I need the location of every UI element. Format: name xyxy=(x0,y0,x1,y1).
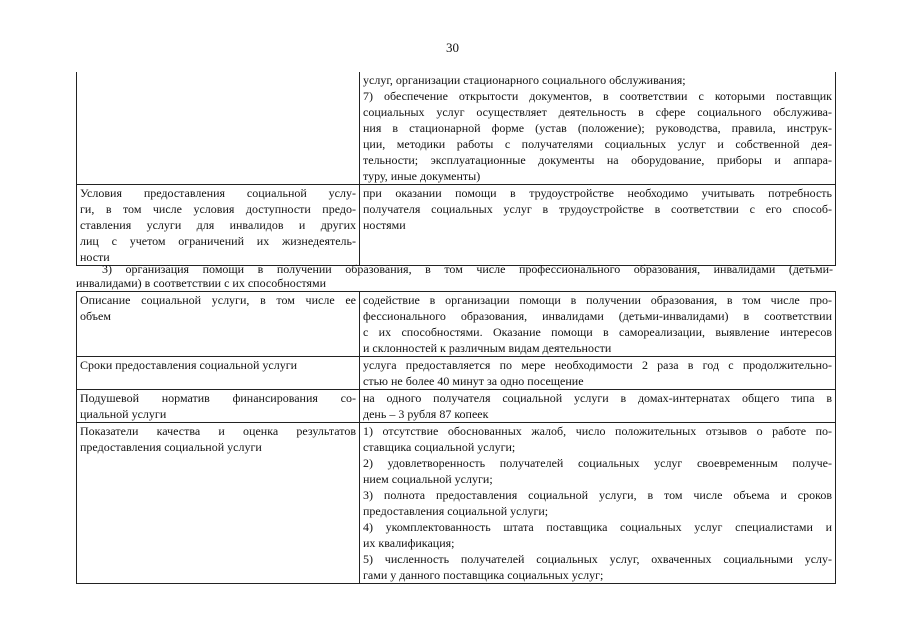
text-line: их квалификация; xyxy=(363,536,455,550)
text-line: предоставления социальной услуги; xyxy=(363,504,549,518)
text-line: циальной услуги xyxy=(80,407,167,421)
text-line: ставщика социальной услуги; xyxy=(363,440,516,454)
table-cell-value xyxy=(360,185,836,266)
text-line: и склонностей к различным видам деятельности xyxy=(363,341,612,355)
text-line: лиц с учетом ограничений их жизнедеятель- xyxy=(80,234,356,248)
text-line: Показатели качества и оценка результатов xyxy=(80,424,356,438)
text-line: при оказании помощи в трудоустройстве необходимо учитывать потребность xyxy=(363,186,832,200)
text-line: услуг, организации стационарного социального обслуживания; xyxy=(363,73,686,87)
text-line: инвалидами) в соответствии с их способностями xyxy=(76,276,327,290)
text-line: Сроки предоставления социальной услуги xyxy=(80,358,298,372)
page-number: 30 xyxy=(446,40,459,55)
text-line: гами у данного поставщика социальных услуг; xyxy=(363,568,604,582)
text-line: день – 3 рубля 87 копеек xyxy=(363,407,489,421)
text-line: ги, в том числе условия доступности предо- xyxy=(80,202,356,216)
table-cell-value xyxy=(360,423,836,584)
text-line: на одного получателя социальной услуги в домах-интернатах общего типа в xyxy=(363,391,832,405)
table-row xyxy=(77,423,836,584)
text-line: фессионального образования, инвалидами (детьми-инвалидами) в соответствии xyxy=(363,309,832,323)
table-cell-requirements xyxy=(360,72,836,185)
table-cell-label xyxy=(77,390,360,423)
text-line: ции, методики работы с получателями социальных услуг и собственной дея- xyxy=(363,137,832,151)
text-line: Подушевой норматив финансирования со- xyxy=(80,391,356,405)
table-row xyxy=(77,390,836,423)
text-line: содействие в организации помощи в получении образования, в том числе про- xyxy=(363,293,832,307)
text-line: 3) организация помощи в получении образования, в том числе профессионального образования, инвалидами (детьми- xyxy=(102,262,833,276)
table-row xyxy=(77,72,836,185)
table-cell-empty xyxy=(77,72,360,185)
section-heading xyxy=(76,262,833,290)
table-cell-label xyxy=(77,185,360,266)
table-cell-value xyxy=(360,292,836,357)
text-line: 5) численность получателей социальных услуг, охваченных социальными услу- xyxy=(363,552,832,566)
text-line: ности xyxy=(80,250,110,264)
text-line: 4) укомплектованность штата поставщика социальных услуг специалистами и xyxy=(363,520,832,534)
text-line: туру, иные документы) xyxy=(363,169,481,183)
text-line: стью не более 40 минут за одно посещение xyxy=(363,374,584,388)
text-line: 3) полнота предоставления социальной услуги, в том числе объема и сроков xyxy=(363,488,832,502)
table-cell-label xyxy=(77,292,360,357)
service-table xyxy=(76,291,836,584)
table-row xyxy=(77,292,836,357)
text-line: услуга предоставляется по мере необходимости 2 раза в год с продолжительно- xyxy=(363,358,832,372)
text-line: нием социальной услуги; xyxy=(363,472,493,486)
text-line: 2) удовлетворенность получателей социальных услуг своевременным получе- xyxy=(363,456,832,470)
text-line: с их способностями. Оказание помощи в самореализации, выявление интересов xyxy=(363,325,832,339)
table-cell-value xyxy=(360,390,836,423)
text-line: объем xyxy=(80,309,111,323)
text-line: получателя социальных услуг в трудоустройстве в соответствии с его способ- xyxy=(363,202,832,216)
text-line: 7) обеспечение открытости документов, в соответствии с которыми поставщик xyxy=(363,89,832,103)
text-line: ностями xyxy=(363,218,406,232)
table-row xyxy=(77,185,836,266)
text-line: Условия предоставления социальной услу- xyxy=(80,186,356,200)
table-cell-label xyxy=(77,423,360,584)
text-line: 1) отсутствие обоснованных жалоб, число положительных отзывов о работе по- xyxy=(363,424,832,438)
table-continued xyxy=(76,72,836,266)
table-row xyxy=(77,357,836,390)
text-line: ния в стационарной форме (устав (положение); руководства, правила, инструк- xyxy=(363,121,832,135)
text-line: тельности; эксплуатационные документы на оборудование, приборы и аппара- xyxy=(363,153,832,167)
text-line: социальных услуг осуществляет деятельность в сфере социального обслужива- xyxy=(363,105,832,119)
text-line: Описание социальной услуги, в том числе ее xyxy=(80,293,356,307)
text-line: ставления услуги для инвалидов и других xyxy=(80,218,356,232)
text-line: предоставления социальной услуги xyxy=(80,440,262,454)
table-cell-label xyxy=(77,357,360,390)
table-cell-value xyxy=(360,357,836,390)
